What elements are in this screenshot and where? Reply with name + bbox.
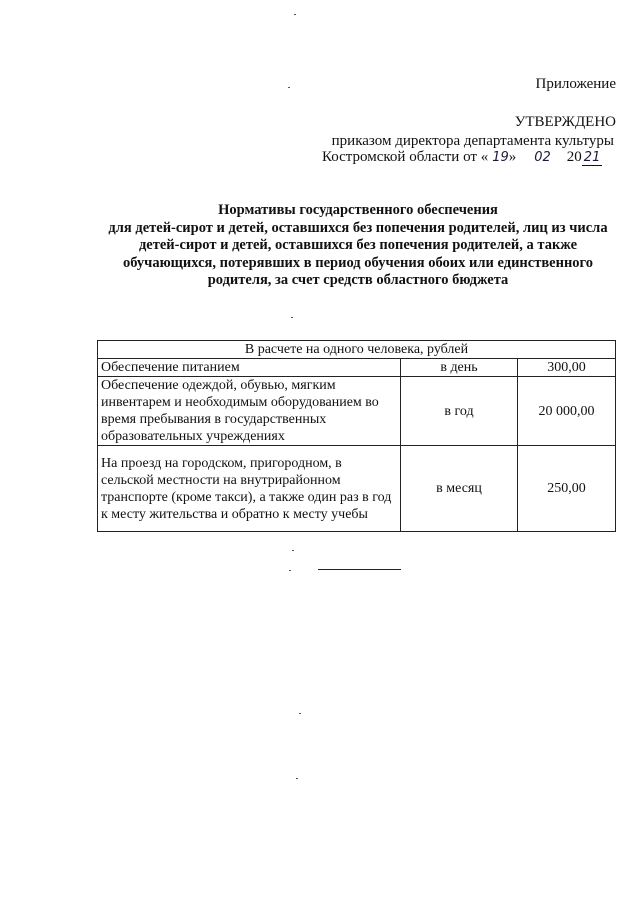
table-row <box>98 377 616 446</box>
scan-speck <box>292 550 294 551</box>
table-header-row <box>98 341 616 359</box>
scan-speck <box>288 87 290 88</box>
row-period: в день <box>401 359 518 377</box>
document-title <box>96 202 620 290</box>
norms-table <box>97 340 616 532</box>
row-period: в год <box>401 377 518 446</box>
table-row <box>98 359 616 377</box>
table-row <box>98 446 616 532</box>
order-text: приказом директора департамента культуры <box>331 133 614 149</box>
scan-speck <box>291 317 293 318</box>
scan-speck <box>299 713 301 714</box>
date-year-suffix: 21 <box>583 150 601 165</box>
row-amount: 20 000,00 <box>518 377 616 446</box>
row-description: Обеспечение питанием <box>98 359 401 377</box>
scan-speck <box>296 778 298 779</box>
date-month: 02 <box>534 150 551 165</box>
date-year-prefix: 20 <box>566 149 582 165</box>
row-description: Обеспечение одеждой, обувью, мягким инвентарем и необходимым оборудованием во время пребывания в государственных образовательных учреждениях <box>98 377 401 446</box>
scan-speck <box>294 14 296 15</box>
appendix-label: Приложение <box>535 76 616 92</box>
title-line-1: Нормативы государственного обеспечения <box>218 202 498 218</box>
date-prefix: Костромской области от « <box>322 149 489 165</box>
scan-speck <box>289 570 291 571</box>
end-divider <box>318 569 401 570</box>
approval-date <box>322 149 602 166</box>
approved-label: УТВЕРЖДЕНО <box>514 114 616 130</box>
row-amount: 300,00 <box>518 359 616 377</box>
date-day-close: » <box>508 149 517 165</box>
date-day: 19 <box>492 150 509 165</box>
table-header: В расчете на одного человека, рублей <box>98 341 616 359</box>
row-amount: 250,00 <box>518 446 616 532</box>
row-description: На проезд на городском, пригородном, в сельской местности на внутрирайонном транспорте (кроме такси), а также один раз в год к месту жительства и обратно к месту учебы <box>98 446 401 532</box>
title-line-2: для детей-сирот и детей, оставшихся без попечения родителей, лиц из числа детей-сирот и детей, оставшихся без попечения родителей, а также обучающихся, потерявших в период обучения обоих или единственного родителя, за счет средств областного бюджета <box>108 219 608 288</box>
row-period: в месяц <box>401 446 518 532</box>
